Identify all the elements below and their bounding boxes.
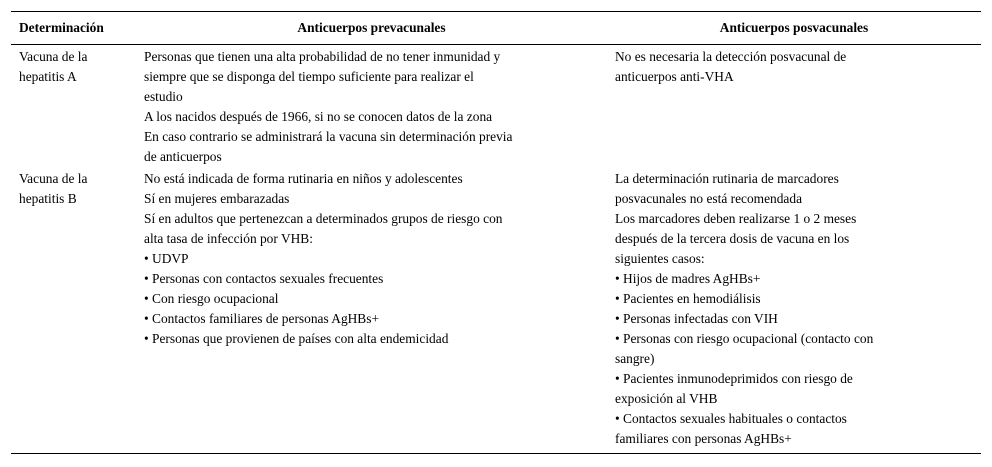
cell-text-line: hepatitis A	[19, 69, 77, 84]
cell-text-line: No es necesaria la detección posvacunal de	[615, 49, 847, 64]
table-container	[11, 11, 981, 454]
cell-text-line: exposición al VHB	[615, 391, 718, 406]
header-anticuerpos-prevacunales: Anticuerpos prevacunales	[297, 20, 446, 35]
cell-text-line: • Pacientes en hemodiálisis	[615, 291, 761, 306]
cell-text-line: Personas que tienen una alta probabilidad de no tener inmunidad y	[144, 49, 501, 64]
table-row	[11, 45, 981, 168]
cell-text-line: alta tasa de infección por VHB:	[144, 231, 313, 246]
vaccination-antibody-table	[11, 11, 981, 454]
cell-text-line: siguientes casos:	[615, 251, 705, 266]
header-determinacion: Determinación	[19, 20, 104, 35]
cell-text-line: • Contactos familiares de personas AgHBs+	[144, 311, 380, 326]
cell-text-line: • Personas que provienen de países con alta endemicidad	[144, 331, 449, 346]
cell-text-line: posvacunales no está recomendada	[615, 191, 803, 206]
cell-text-line: • Personas con contactos sexuales frecuentes	[144, 271, 384, 286]
cell-determinacion	[11, 167, 136, 454]
cell-text-line: • Con riesgo ocupacional	[144, 291, 279, 306]
cell-text-line: familiares con personas AgHBs+	[615, 431, 792, 446]
cell-text-line: En caso contrario se administrará la vacuna sin determinación previa	[144, 129, 513, 144]
header-anticuerpos-posvacunales: Anticuerpos posvacunales	[719, 20, 869, 35]
cell-text-line: hepatitis B	[19, 191, 77, 206]
table-row	[11, 167, 981, 454]
cell-text-line: estudio	[144, 89, 183, 104]
cell-prevacunales	[136, 167, 607, 454]
cell-text-line: siempre que se disponga del tiempo suficiente para realizar el	[144, 69, 474, 84]
cell-prevacunales	[136, 45, 607, 168]
cell-text-line: A los nacidos después de 1966, si no se conocen datos de la zona	[144, 109, 493, 124]
cell-text-line: • Personas infectadas con VIH	[615, 311, 778, 326]
cell-text-line: de anticuerpos	[144, 149, 222, 164]
cell-posvacunales	[607, 45, 981, 168]
cell-text-line: No está indicada de forma rutinaria en niños y adolescentes	[144, 171, 463, 186]
cell-text-line: Vacuna de la	[19, 171, 88, 186]
cell-text-line: • Contactos sexuales habituales o contactos	[615, 411, 847, 426]
cell-text-line: anticuerpos anti-VHA	[615, 69, 734, 84]
cell-text-line: La determinación rutinaria de marcadores	[615, 171, 839, 186]
cell-text-line: Vacuna de la	[19, 49, 88, 64]
cell-determinacion	[11, 45, 136, 168]
cell-text-line: • UDVP	[144, 251, 189, 266]
cell-posvacunales	[607, 167, 981, 454]
cell-text-line: • Hijos de madres AgHBs+	[615, 271, 761, 286]
cell-text-line: Sí en adultos que pertenezcan a determinados grupos de riesgo con	[144, 211, 503, 226]
cell-text-line: • Personas con riesgo ocupacional (contacto con	[615, 331, 874, 346]
cell-text-line: Los marcadores deben realizarse 1 o 2 meses	[615, 211, 857, 226]
cell-text-line: después de la tercera dosis de vacuna en los	[615, 231, 850, 246]
cell-text-line: Sí en mujeres embarazadas	[144, 191, 290, 206]
cell-text-line: sangre)	[615, 351, 655, 366]
cell-text-line: • Pacientes inmunodeprimidos con riesgo de	[615, 371, 853, 386]
table-header-row	[11, 12, 981, 45]
